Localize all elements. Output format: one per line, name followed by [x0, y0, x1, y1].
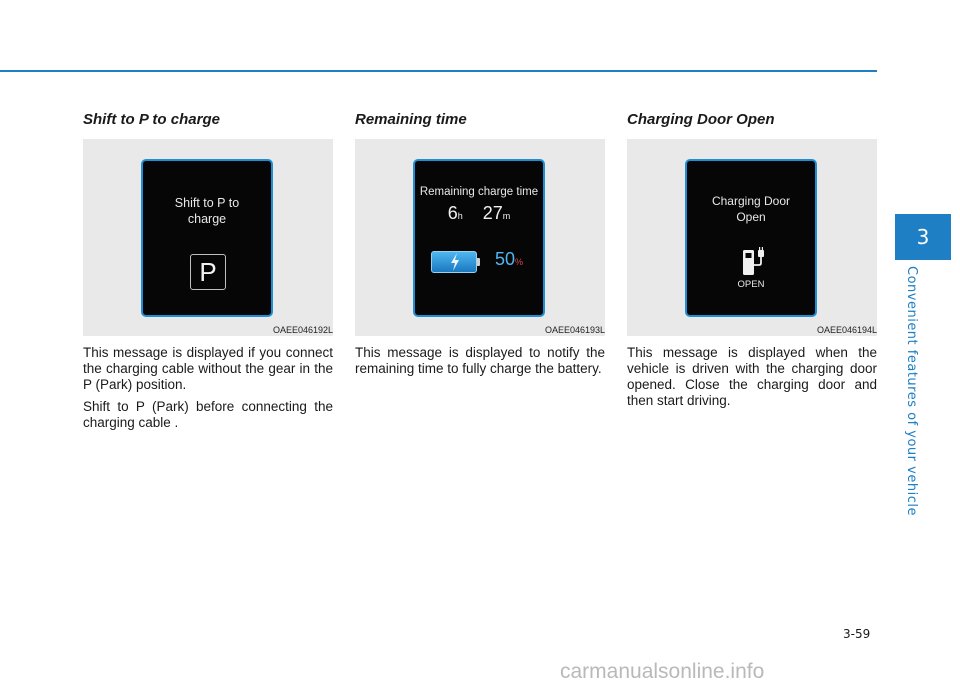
display-message: Shift to P to charge	[174, 196, 240, 226]
section-shift-to-p	[83, 108, 333, 431]
page-number: 3-59	[843, 627, 871, 641]
section-heading: Shift to P to charge	[83, 111, 220, 128]
battery-icon	[431, 251, 477, 273]
charging-station-icon	[740, 247, 768, 277]
figure-shift-to-p	[83, 139, 333, 336]
hours-unit: h	[457, 211, 463, 221]
section-heading: Remaining time	[355, 111, 467, 128]
hours-value: 6	[447, 203, 458, 223]
percent-unit: %	[515, 257, 524, 267]
remaining-time-readout	[415, 203, 543, 224]
figure-code: OAEE046194L	[816, 325, 877, 335]
figure-charging-door	[627, 139, 877, 336]
body-paragraph: Shift to P (Park) before connecting the charging cable .	[83, 399, 333, 430]
figure-remaining-time	[355, 139, 605, 336]
figure-code: OAEE046192L	[272, 325, 333, 335]
cluster-display	[413, 159, 545, 317]
battery-terminal	[477, 258, 480, 266]
body-paragraph: This message is displayed if you connect the charging cable without the gear in the P (Park) position.	[83, 345, 333, 392]
display-message: Charging Door Open	[711, 194, 791, 224]
section-heading: Charging Door Open	[627, 111, 775, 128]
cluster-display	[141, 159, 273, 317]
body-paragraph: This message is displayed when the vehicle is driven with the charging door opened. Close the charging door and then start driving.	[627, 345, 877, 408]
percent-value: 50	[495, 249, 516, 269]
chapter-title: Convenient features of your vehicle	[904, 266, 919, 516]
chapter-tab: 3	[895, 214, 951, 260]
section-charging-door-open	[627, 108, 877, 409]
charge-percent	[495, 249, 523, 270]
cluster-display	[685, 159, 817, 317]
body-paragraph: This message is displayed to notify the remaining time to fully charge the battery.	[355, 345, 605, 376]
lightning-bolt-icon	[448, 252, 462, 272]
minutes-unit: m	[502, 211, 511, 221]
watermark: carmanualsonline.info	[560, 660, 765, 683]
section-remaining-time	[355, 108, 605, 377]
figure-code: OAEE046193L	[544, 325, 605, 335]
gear-indicator: P	[190, 254, 226, 290]
door-status: OPEN	[737, 279, 765, 290]
minutes-value: 27	[482, 203, 503, 223]
top-rule	[0, 70, 877, 72]
display-title: Remaining charge time	[419, 186, 539, 198]
